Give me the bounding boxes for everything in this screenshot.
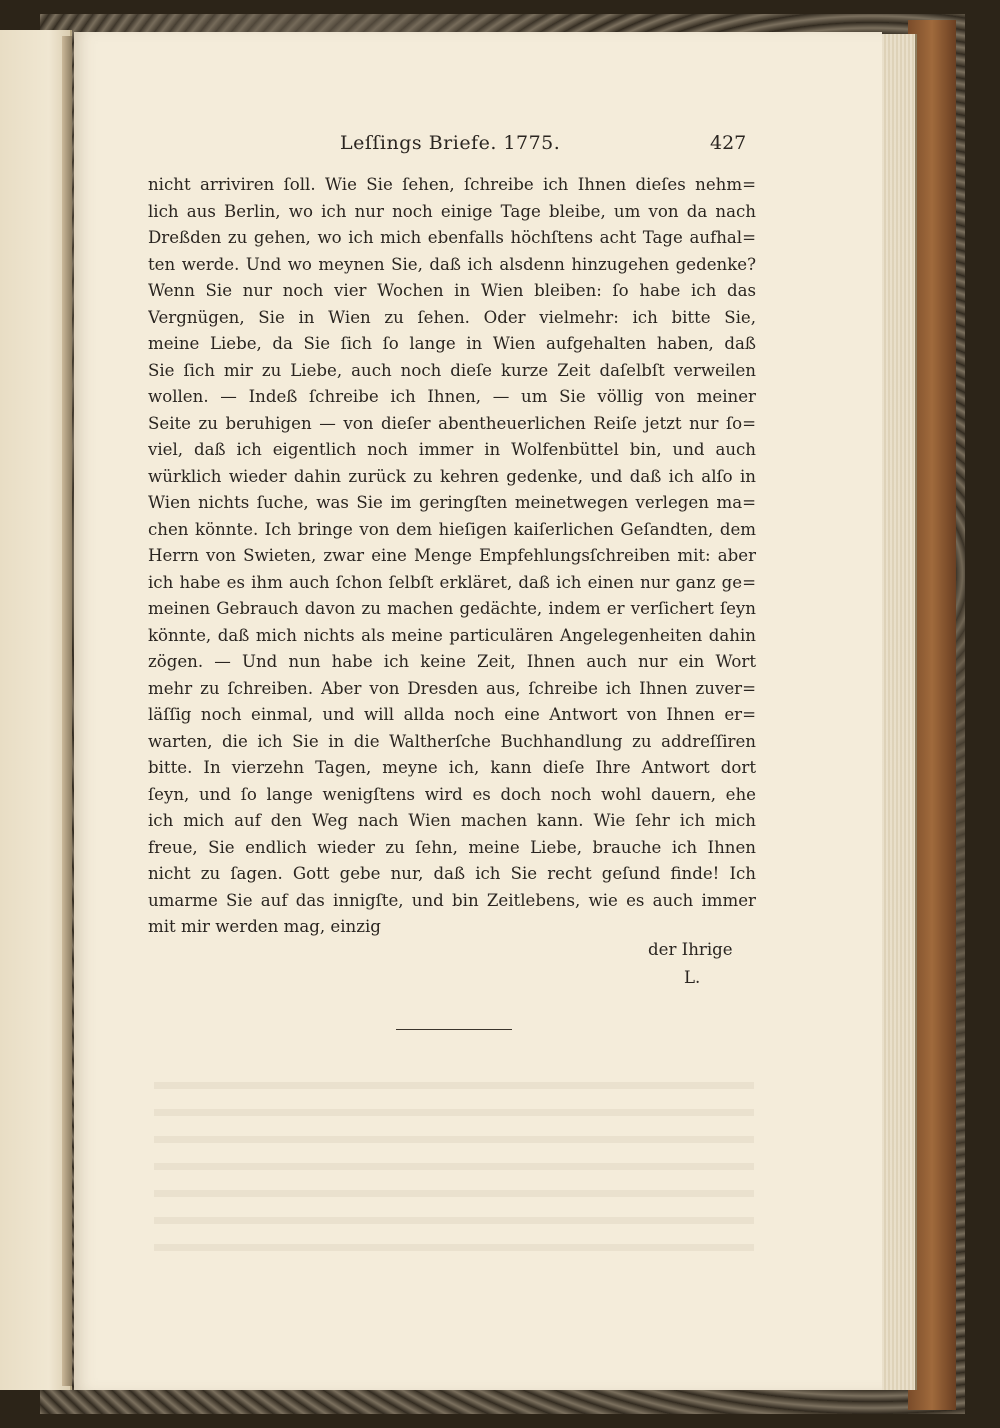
right-page <box>74 32 882 1390</box>
running-title: Leſſings Briefe. 1775. <box>340 132 561 154</box>
text-line: umarme Sie auf das innigſte, und bin Zeitlebens, wie es auch immer <box>148 890 756 910</box>
text-line: chen könnte. Ich bringe von dem hieſigen kaiſerlichen Geſandten, dem <box>148 519 756 539</box>
text-line: nicht zu ſagen. Gott gebe nur, daß ich Sie recht geſund finde! Ich <box>148 864 756 883</box>
text-line: ten werde. Und wo meynen Sie, daß ich alsdenn hinzugehen gedenke? <box>148 254 756 274</box>
text-line: Vergnügen, Sie in Wien zu ſehen. Oder vielmehr: ich bitte Sie, <box>148 307 756 327</box>
letter-closing <box>648 936 768 992</box>
text-line: warten, die ich Sie in die Waltherſche Buchhandlung zu addreſſiren <box>148 731 756 751</box>
text-line: ich mich auf den Weg nach Wien machen kann. Wie ſehr ich mich <box>148 811 756 830</box>
text-line: meinen Gebrauch davon zu machen gedächte, indem er verſichert ſeyn <box>148 599 756 618</box>
text-line: wollen. — Indeß ſchreibe ich Ihnen, — um Sie völlig von meiner <box>148 387 756 406</box>
text-line: ſeyn, und ſo lange wenigſtens wird es doch noch wohl dauern, ehe <box>148 784 756 804</box>
closing-phrase: der Ihrige <box>648 940 733 959</box>
text-line: lich aus Berlin, wo ich nur noch einige Tage bleibe, um von da nach <box>148 201 756 221</box>
text-line: könnte, daß mich nichts als meine particulären Angelegenheiten dahin <box>148 625 756 645</box>
running-header <box>74 132 882 162</box>
text-line: meine Liebe, da Sie ſich ſo lange in Wien aufgehalten haben, daß <box>148 334 756 353</box>
text-line: Seite zu beruhigen — von dieſer abentheuerlichen Reiſe jetzt nur ſo= <box>148 413 756 433</box>
text-line: mehr zu ſchreiben. Aber von Dresden aus, ſchreibe ich Ihnen zuver= <box>148 678 756 698</box>
text-line: viel, daß ich eigentlich noch immer in Wolfenbüttel bin, und auch <box>148 440 756 459</box>
text-line: nicht arriviren ſoll. Wie Sie ſehen, ſchreibe ich Ihnen dieſes nehm= <box>148 175 756 194</box>
page-number: 427 <box>710 132 747 154</box>
left-page-gutter <box>62 36 72 1386</box>
text-line: Dreßden zu gehen, wo ich mich ebenfalls höchſtens acht Tage aufhal= <box>148 228 756 247</box>
text-line: ich habe es ihm auch ſchon ſelbſt erkläret, daß ich einen nur ganz ge= <box>148 572 756 592</box>
text-line: zögen. — Und nun habe ich keine Zeit, Ihnen auch nur ein Wort <box>148 652 756 671</box>
bleed-through-texture <box>154 1062 754 1262</box>
text-line: würklich wieder dahin zurück zu kehren gedenke, und daß ich alſo in <box>148 466 756 486</box>
text-line: Herrn von Swieten, zwar eine Menge Empfehlungsſchreiben mit: aber <box>148 546 756 565</box>
text-line: mit mir werden mag, einzig <box>148 917 381 936</box>
text-line: Wenn Sie nur noch vier Wochen in Wien bleiben: ſo habe ich das <box>148 281 756 300</box>
section-divider <box>396 1029 512 1030</box>
text-line: läſſig noch einmal, und will allda noch eine Antwort von Ihnen er= <box>148 705 756 724</box>
text-line: freue, Sie endlich wieder zu ſehn, meine Liebe, brauche ich Ihnen <box>148 837 756 857</box>
text-line: Wien nichts ſuche, was Sie im geringſten meinetwegen verlegen ma= <box>148 493 756 512</box>
text-line: bitte. In vierzehn Tagen, meyne ich, kann dieſe Ihre Antwort dort <box>148 758 756 777</box>
signature: L. <box>684 968 701 987</box>
text-line: Sie ſich mir zu Liebe, auch noch dieſe kurze Zeit daſelbſt verweilen <box>148 360 756 380</box>
letter-body <box>148 172 756 941</box>
